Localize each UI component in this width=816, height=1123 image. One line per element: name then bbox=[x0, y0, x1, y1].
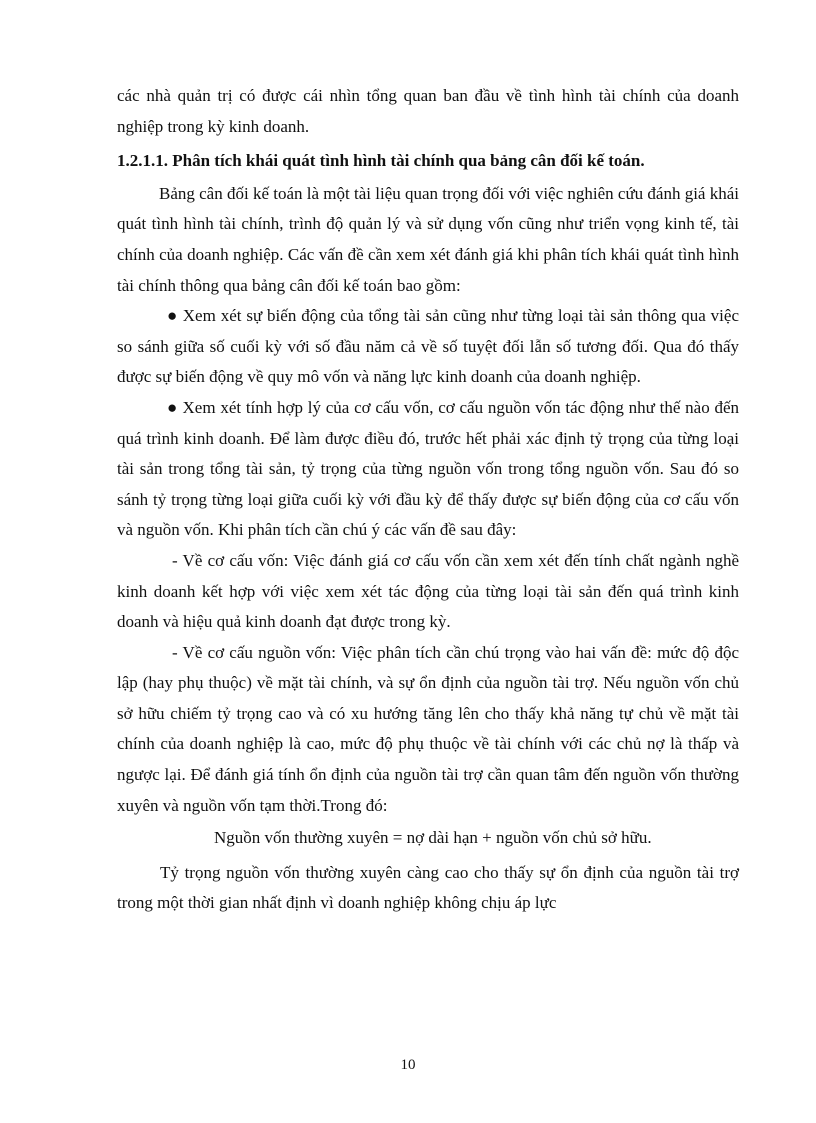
bullet-item-total-assets: ● Xem xét sự biến động của tổng tài sản cũng như từng loại tài sản thông qua việc so sánh giữa số cuối kỳ với số đầu năm cả về số tuyệt đối lẫn số tương đối. Qua đó thấy được sự biến động về quy mô vốn và năng lực kinh doanh của doanh nghiệp. bbox=[117, 306, 739, 387]
dash-item-asset-structure: - Về cơ cấu vốn: Việc đánh giá cơ cấu vốn cần xem xét đến tính chất ngành nghề kinh doanh kết hợp với việc xem xét tác động của từng loại tài sản đến quá trình kinh doanh và hiệu quả kinh doanh đạt được trong kỳ. bbox=[117, 550, 739, 632]
intro-paragraph: các nhà quản trị có được cái nhìn tổng quan ban đầu về tình hình tài chính của doanh nghiệp trong kỳ kinh doanh. bbox=[117, 86, 739, 136]
closing-paragraph: Tỷ trọng nguồn vốn thường xuyên càng cao cho thấy sự ổn định của nguồn tài trợ trong một thời gian nhất định vì doanh nghiệp không chịu áp lực bbox=[117, 862, 739, 913]
balance-sheet-paragraph: Bảng cân đối kế toán là một tài liệu quan trọng đối với việc nghiên cứu đánh giá khái quát tình hình tài chính, trình độ quản lý và sử dụng vốn cũng như triển vọng kinh tế, tài chính của doanh nghiệp. Các vấn đề cần xem xét đánh giá khi phân tích khái quát tình hình tài chính thông qua bảng cân đối kế toán bao gồm: bbox=[117, 183, 740, 295]
dash-item-funding-structure: - Về cơ cấu nguồn vốn: Việc phân tích cần chú trọng vào hai vấn đề: mức độ độc lập (hay phụ thuộc) về mặt tài chính, và sự ổn định của nguồn tài trợ. Nếu nguồn vốn chủ sở hữu chiếm tỷ trọng cao và có xu hướng tăng lên cho thấy khả năng tự chủ về mặt tài chính của doanh nghiệp là cao, mức độ phụ thuộc về tài chính với các chủ nợ là thấp và ngược lại. Để đánh giá tính ổn định của nguồn tài trợ cần quan tâm đến nguồn vốn thường xuyên và nguồn vốn tạm thời.Trong đó: bbox=[117, 642, 739, 815]
page-number: 10 bbox=[400, 1057, 416, 1073]
section-heading: 1.2.1.1. Phân tích khái quát tình hình tài chính qua bảng cân đối kế toán. bbox=[117, 151, 645, 171]
formula-permanent-capital: Nguồn vốn thường xuyên = nợ dài hạn + nguồn vốn chủ sở hữu. bbox=[214, 828, 652, 848]
document-page bbox=[117, 81, 739, 919]
bullet-item-capital-structure: ● Xem xét tính hợp lý của cơ cấu vốn, cơ cấu nguồn vốn tác động như thế nào đến quá trình kinh doanh. Để làm được điều đó, trước hết phải xác định tỷ trọng của từng loại tài sản trong tổng tài sản, tỷ trọng của từng nguồn vốn trong tổng nguồn vốn. Sau đó so sánh tỷ trọng từng loại giữa cuối kỳ với đầu kỳ để thấy được sự biến động của cơ cấu vốn và nguồn vốn. Khi phân tích cần chú ý các vấn đề sau đây: bbox=[117, 397, 739, 540]
